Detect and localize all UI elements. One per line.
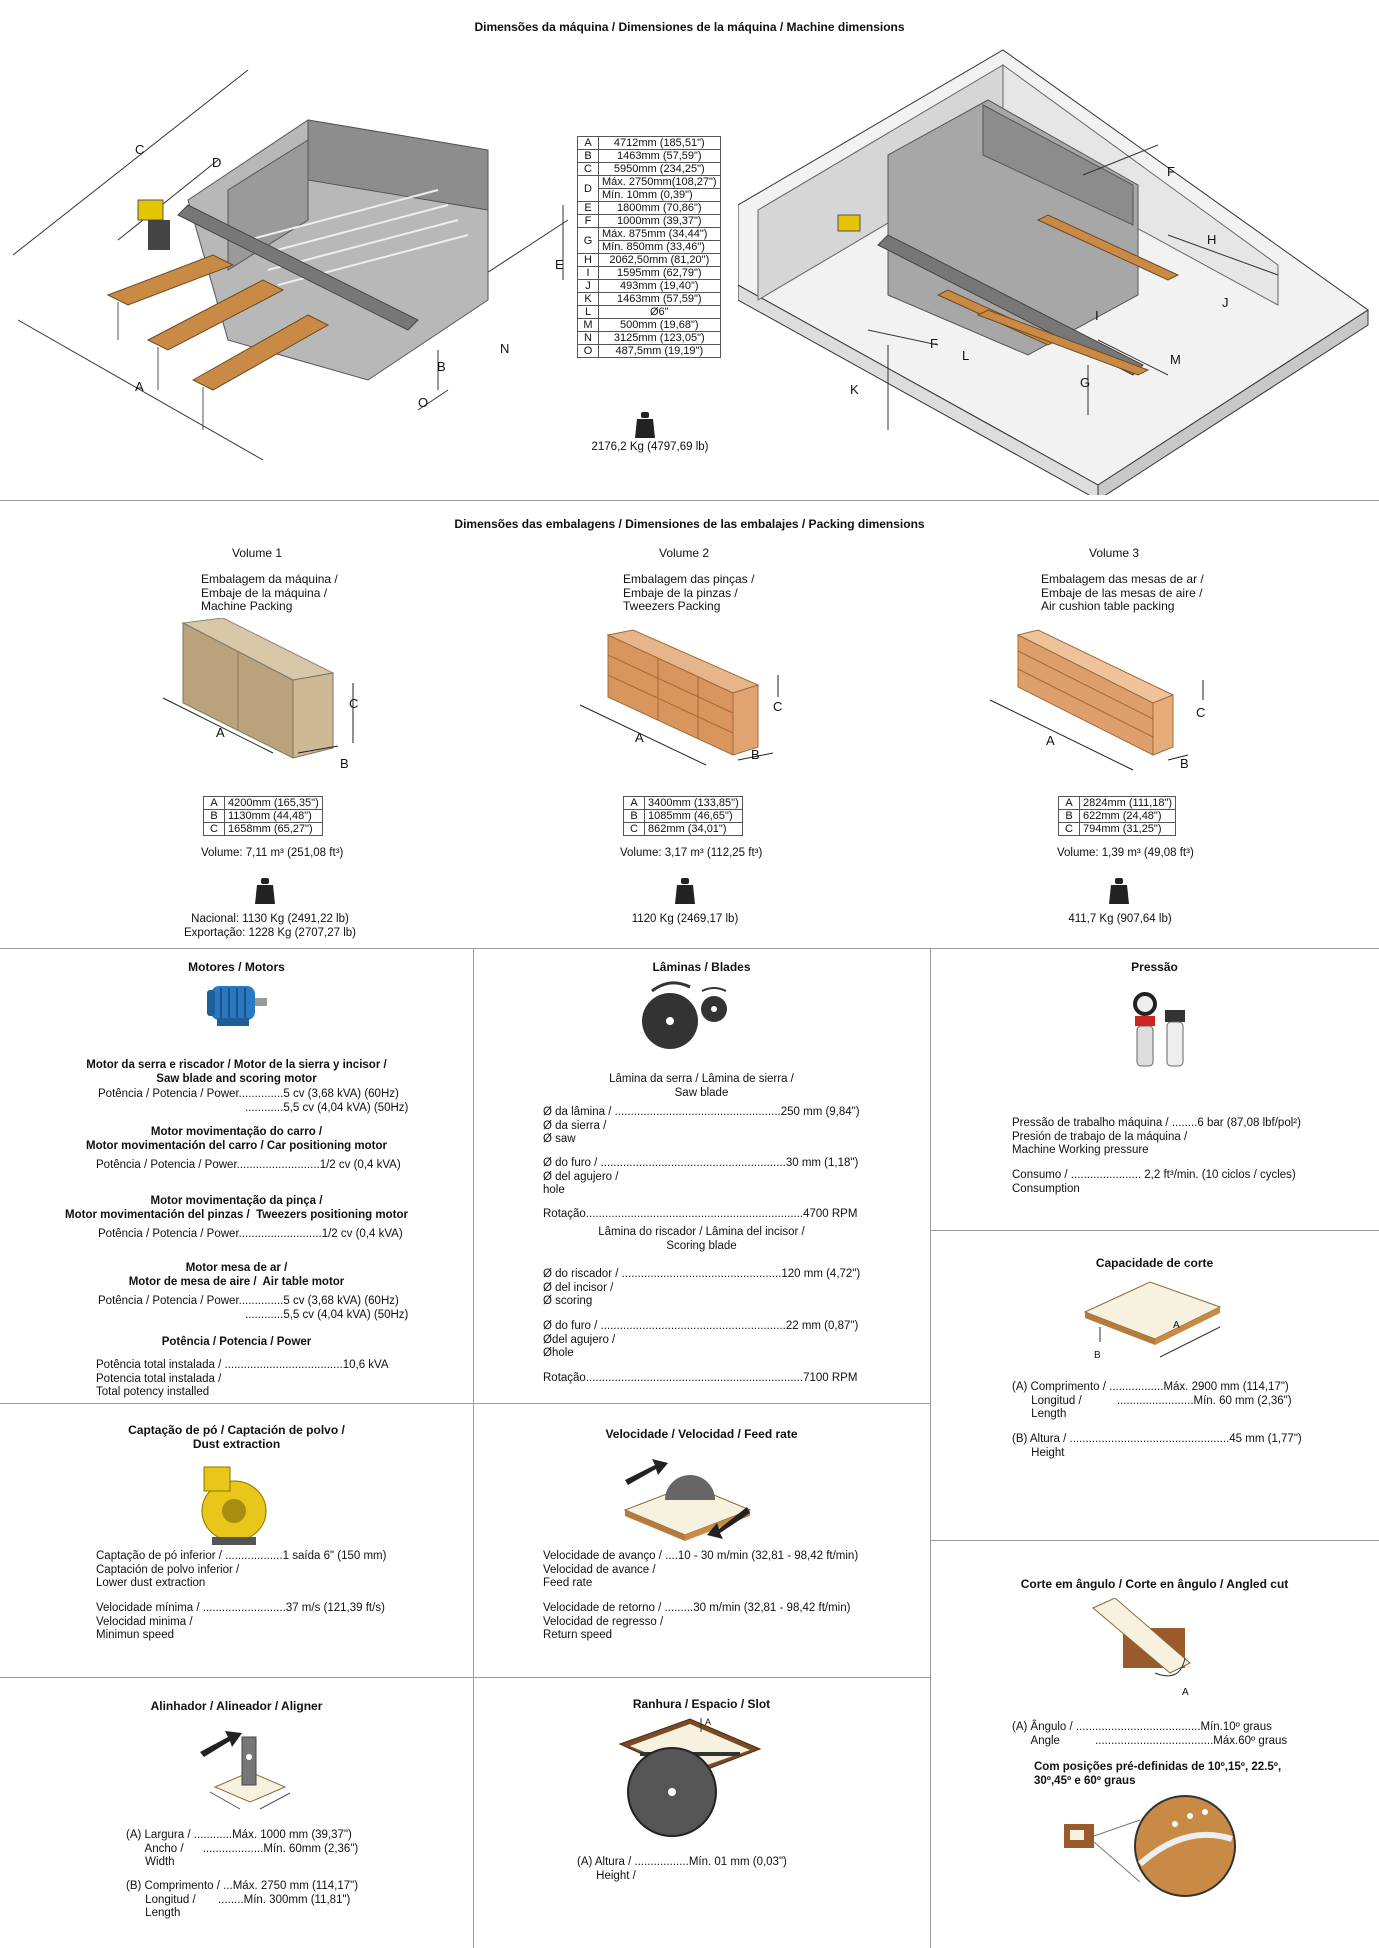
volume-dimension-value: 794mm (31,25"): [1080, 823, 1176, 836]
volume-dimension-row: [1059, 797, 1176, 810]
volume-dimension-value: 862mm (34,01"): [645, 823, 743, 836]
volume-dimension-key: B: [624, 810, 645, 823]
slot-icon: [615, 1714, 765, 1844]
pressure-title: Pressão: [1131, 960, 1178, 974]
feed-rate-icon: [620, 1455, 760, 1550]
volume-dimension-row: [624, 823, 743, 836]
volume-dimension-key: B: [1059, 810, 1080, 823]
machine-drawing-left: [8, 40, 583, 460]
power-total-text: Potência total instalada / .....................................10,6 kVA Potencia total instalada / Total potency installed: [96, 1359, 389, 1398]
room-label-M: M: [1170, 352, 1181, 367]
volume-dimension-key: C: [624, 823, 645, 836]
dimension-row: [578, 137, 721, 150]
volume-dimension-key: A: [624, 797, 645, 810]
dimension-key: E: [578, 202, 599, 215]
volume-dimension-value: 2824mm (111,18"): [1080, 797, 1176, 810]
motor-saw-title: Motor da serra e riscador / Motor de la sierra y incisor / Saw blade and scoring motor: [86, 1059, 387, 1085]
volume-2-weight: 1120 Kg (2469,17 lb): [631, 913, 739, 925]
room-label-F-bottom: F: [930, 336, 938, 351]
dimension-value: [599, 228, 721, 254]
dimension-key: G: [578, 228, 599, 254]
saw-blade-icon: [640, 977, 735, 1059]
dimension-value: 5950mm (234,25"): [599, 163, 721, 176]
room-label-K: K: [850, 382, 859, 397]
dimension-row: [578, 332, 721, 345]
slot-title: Ranhura / Espacio / Slot: [632, 1697, 771, 1711]
cutting-length: (A) Comprimento / .................Máx. 2900 mm (114,17") Longitud / ........................Mín. 60 mm (2,36") Length: [1012, 1381, 1292, 1420]
volume-2-name: Volume 2: [659, 546, 710, 560]
blades-title: Lâminas / Blades: [652, 960, 751, 974]
dimension-key: F: [578, 215, 599, 228]
feed-rate-title: Velocidade / Velocidad / Feed rate: [605, 1427, 798, 1441]
aligner-icon: [200, 1717, 300, 1817]
pressure-working: Pressão de trabalho máquina / ........6 bar (87,08 lbf/pol²) Presión de trabajo de la máquina / Machine Working pressure: [1012, 1117, 1301, 1156]
volume-2-label-C: C: [773, 699, 783, 714]
volume-3-volume: Volume: 1,39 m³ (49,08 ft³): [1057, 847, 1194, 859]
dust-extractor-icon: [196, 1463, 271, 1548]
angled-cut-icon: [1085, 1598, 1205, 1698]
volume-3-name: Volume 3: [1089, 546, 1140, 560]
aligner-width: (A) Largura / ............Máx. 1000 mm (39,37") Ancho / ...................Mín. 60mm (2,36") Width: [126, 1829, 359, 1868]
dimension-key: J: [578, 280, 599, 293]
volume-3-label-B: B: [1180, 756, 1189, 771]
volume-dimension-row: [204, 797, 323, 810]
volume-dimension-row: [624, 810, 743, 823]
dimension-key: O: [578, 345, 599, 358]
volume-2-dims-table: [623, 796, 743, 836]
dimension-value: 500mm (19,68"): [599, 319, 721, 332]
dimension-key: H: [578, 254, 599, 267]
dust-lower: Captação de pó inferior / ..................1 saída 6" (150 mm) Captación de polvo inferior / Lower dust extraction: [96, 1550, 387, 1589]
scoring-blade-diameter: Ø do riscador / ..................................................120 mm (4,72") Ø del incisor / Ø scoring: [543, 1268, 861, 1307]
volume-dimension-value: 1130mm (44,48"): [225, 810, 323, 823]
aligner-length: (B) Comprimento / ...Máx. 2750 mm (114,17") Longitud / ........Mín. 300mm (11,81") Length: [126, 1880, 359, 1919]
dimension-row: [578, 306, 721, 319]
feed-rate-return: Velocidade de retorno / .........30 m/min (32,81 - 98,42 ft/min) Velocidad de regresso / Return speed: [543, 1602, 851, 1641]
weight-icon: [253, 876, 277, 906]
dimension-value: Ø6": [599, 306, 721, 319]
volume-3-dims-table: [1058, 796, 1176, 836]
dimension-value: 4712mm (185,51"): [599, 137, 721, 150]
volume-dimension-key: A: [204, 797, 225, 810]
dimension-row: [578, 267, 721, 280]
volume-2-label-A: A: [635, 730, 644, 745]
dimension-value: 493mm (19,40"): [599, 280, 721, 293]
volume-dimension-row: [1059, 823, 1176, 836]
pressure-regulator-icon: [1125, 988, 1195, 1078]
dimension-row: [578, 215, 721, 228]
dimension-key: A: [578, 137, 599, 150]
motor-airtable-power: Potência / Potencia / Power..............5 cv (3,68 kVA) (60Hz) ............5,5 cv (4,04 kVA) (50Hz): [98, 1295, 409, 1321]
dimension-row: [578, 345, 721, 358]
cutting-capacity-title: Capacidade de corte: [1095, 1256, 1214, 1270]
volume-3-weight: 411,7 Kg (907,64 lb): [1068, 913, 1172, 925]
label-B: B: [437, 359, 446, 374]
dust-min-speed: Velocidade mínima / ..........................37 m/s (121,39 ft/s) Velocidad minima / Minimun speed: [96, 1602, 385, 1641]
dimension-min: Mín. 10mm (0,39"): [599, 188, 720, 201]
motor-car-power: Potência / Potencia / Power..........................1/2 cv (0,4 kVA): [96, 1159, 401, 1171]
saw-blade-rotation: Rotação....................................................................4700 RPM: [543, 1208, 858, 1220]
dimension-max: Máx. 2750mm(108,27"): [602, 176, 717, 188]
dimension-value: 1800mm (70,86"): [599, 202, 721, 215]
volume-1-volume: Volume: 7,11 m³ (251,08 ft³): [201, 847, 344, 859]
volume-dimension-row: [204, 823, 323, 836]
volume-3-desc: Embalagem das mesas de ar / Embaje de las mesas de aire / Air cushion table packing: [1041, 572, 1204, 613]
machine-dimensions-title: Dimensões da máquina / Dimensiones de la máquina / Machine dimensions: [474, 20, 905, 34]
scoring-blade-title: Lâmina do riscador / Lâmina del incisor / Scoring blade: [598, 1226, 805, 1252]
volume-1-name: Volume 1: [232, 546, 283, 560]
room-label-F-top: F: [1167, 164, 1175, 179]
pressure-consumption: Consumo / ...................... 2,2 ft³/min. (10 ciclos / cycles) Consumption: [1012, 1169, 1296, 1195]
dimension-key: L: [578, 306, 599, 319]
weight-icon: [1107, 876, 1131, 906]
room-label-H: H: [1207, 232, 1217, 247]
dimension-row: [578, 319, 721, 332]
dimension-max: Máx. 875mm (34,44"): [602, 228, 708, 240]
volume-dimension-value: 622mm (24,48"): [1080, 810, 1176, 823]
cutting-height: (B) Altura / ..................................................45 mm (1,77") Height: [1012, 1433, 1302, 1459]
dimension-value: 2062,50mm (81,20"): [599, 254, 721, 267]
dimension-value: 487,5mm (19,19"): [599, 345, 721, 358]
motor-car-title: Motor movimentação do carro / Motor movimentación del carro / Car positioning motor: [86, 1126, 387, 1152]
slot-label-A: A: [705, 1717, 712, 1727]
motor-tweezers-title: Motor movimentação da pinça / Motor movimentación del pinzas / Tweezers positioning motor: [65, 1195, 408, 1221]
dimension-key: M: [578, 319, 599, 332]
label-C: C: [135, 142, 145, 157]
saw-blade-hole: Ø do furo / ..........................................................30 mm (1,18") Ø del agujero / hole: [543, 1157, 859, 1196]
label-E: E: [555, 257, 564, 272]
motor-airtable-title: Motor mesa de ar / Motor de mesa de aire / Air table motor: [128, 1262, 345, 1288]
dimension-value: [599, 176, 721, 202]
scoring-blade-hole: Ø do furo / ..........................................................22 mm (0,87") Ødel agujero / Øhole: [543, 1320, 859, 1359]
dimension-value: 1595mm (62,79"): [599, 267, 721, 280]
volume-2-volume: Volume: 3,17 m³ (112,25 ft³): [620, 847, 763, 859]
motors-title: Motores / Motors: [188, 960, 285, 974]
angled-cut-text: (A) Ângulo / .......................................Mín.10º graus Angle .....................................Máx.60º graus: [1012, 1721, 1288, 1747]
weight-icon: [673, 876, 697, 906]
volume-1-dims-table: [203, 796, 323, 836]
feed-rate-forward: Velocidade de avanço / ....10 - 30 m/min (32,81 - 98,42 ft/min) Velocidad de avance / Feed rate: [543, 1550, 859, 1589]
dimension-row: [578, 254, 721, 267]
dimension-row: [578, 280, 721, 293]
volume-1-box: [158, 618, 378, 773]
dimension-key: I: [578, 267, 599, 280]
weight-icon: [633, 410, 657, 440]
volume-dimension-value: 1658mm (65,27"): [225, 823, 323, 836]
cutting-label-B: B: [1094, 1350, 1101, 1361]
volume-dimension-key: C: [1059, 823, 1080, 836]
cutting-label-A: A: [1173, 1320, 1180, 1331]
dust-extraction-title: Captação de pó / Captación de polvo / Dust extraction: [128, 1423, 345, 1451]
volume-2-desc: Embalagem das pinças / Embaje de la pinzas / Tweezers Packing: [623, 572, 755, 613]
dimension-row: [578, 163, 721, 176]
saw-blade-title: Lâmina da serra / Lâmina de sierra / Saw blade: [609, 1073, 794, 1099]
aligner-title: Alinhador / Alineador / Aligner: [150, 1699, 323, 1713]
packing-title: Dimensões das embalagens / Dimensiones de las embalajes / Packing dimensions: [454, 517, 925, 531]
room-label-I: I: [1095, 308, 1099, 323]
label-A: A: [135, 379, 144, 394]
room-label-L: L: [962, 348, 970, 363]
motor-saw-power: Potência / Potencia / Power..............5 cv (3,68 kVA) (60Hz) ............5,5 cv (4,04 kVA) (50Hz): [98, 1088, 409, 1114]
motor-tweezers-power: Potência / Potencia / Power..........................1/2 cv (0,4 kVA): [98, 1228, 403, 1240]
volume-dimension-row: [204, 810, 323, 823]
volume-dimension-row: [1059, 810, 1176, 823]
dimension-row: [578, 202, 721, 215]
volume-dimension-key: A: [1059, 797, 1080, 810]
volume-1-label-B: B: [340, 756, 349, 771]
dimension-key: D: [578, 176, 599, 202]
volume-dimension-value: 3400mm (133,85"): [645, 797, 743, 810]
slot-height: (A) Altura / .................Mín. 01 mm (0,03") Height /: [577, 1856, 787, 1882]
motor-icon: [203, 978, 269, 1036]
dimension-key: N: [578, 332, 599, 345]
cutting-board-icon: [1080, 1277, 1230, 1367]
volume-1-label-C: C: [349, 696, 359, 711]
label-D: D: [212, 155, 222, 170]
label-O: O: [418, 395, 429, 410]
volume-dimension-value: 4200mm (165,35"): [225, 797, 323, 810]
machine-room-drawing: [738, 45, 1378, 495]
dimension-row: [578, 176, 721, 202]
volume-3-label-A: A: [1046, 733, 1055, 748]
dimension-key: K: [578, 293, 599, 306]
volume-1-label-A: A: [216, 725, 225, 740]
dimension-row: [578, 150, 721, 163]
power-total-title: Potência / Potencia / Power: [161, 1336, 312, 1348]
volume-dimension-key: C: [204, 823, 225, 836]
volume-1-desc: Embalagem da máquina / Embaje de la máquina / Machine Packing: [201, 572, 338, 613]
volume-dimension-key: B: [204, 810, 225, 823]
dimension-row: [578, 293, 721, 306]
dimension-value: 1000mm (39,37"): [599, 215, 721, 228]
volume-dimension-value: 1085mm (46,65"): [645, 810, 743, 823]
dimension-key: B: [578, 150, 599, 163]
machine-weight: 2176,2 Kg (4797,69 lb): [591, 441, 709, 453]
dimension-min: Mín. 850mm (33,46"): [599, 240, 720, 253]
volume-3-label-C: C: [1196, 705, 1206, 720]
volume-3-box: [988, 625, 1218, 775]
volume-dimension-row: [624, 797, 743, 810]
room-label-J: J: [1222, 295, 1229, 310]
dimension-value: 1463mm (57,59"): [599, 293, 721, 306]
saw-blade-diameter: Ø da lâmina / ....................................................250 mm (9,84") Ø da sierra / Ø saw: [543, 1106, 860, 1145]
machine-dimensions-table: [577, 136, 721, 358]
angled-cut-presets: Com posições pré-definidas de 10º,15º, 22.5º, 30º,45º e 60º graus: [1034, 1761, 1282, 1787]
dimension-key: C: [578, 163, 599, 176]
label-N: N: [500, 341, 510, 356]
volume-2-box: [578, 625, 798, 775]
dimension-value: 3125mm (123,05"): [599, 332, 721, 345]
scoring-blade-rotation: Rotação....................................................................7100 RPM: [543, 1372, 858, 1384]
dimension-value: 1463mm (57,59"): [599, 150, 721, 163]
room-label-G: G: [1080, 375, 1091, 390]
volume-2-label-B: B: [751, 747, 760, 762]
angle-scale-detail: [1060, 1794, 1240, 1904]
volume-1-weight: Nacional: 1130 Kg (2491,22 lb) Exportação: 1228 Kg (2707,27 lb): [184, 913, 356, 939]
dimension-row: [578, 228, 721, 254]
angled-cut-title: Corte em ângulo / Corte en ângulo / Angled cut: [1020, 1577, 1289, 1591]
angled-label-A: A: [1182, 1687, 1189, 1698]
